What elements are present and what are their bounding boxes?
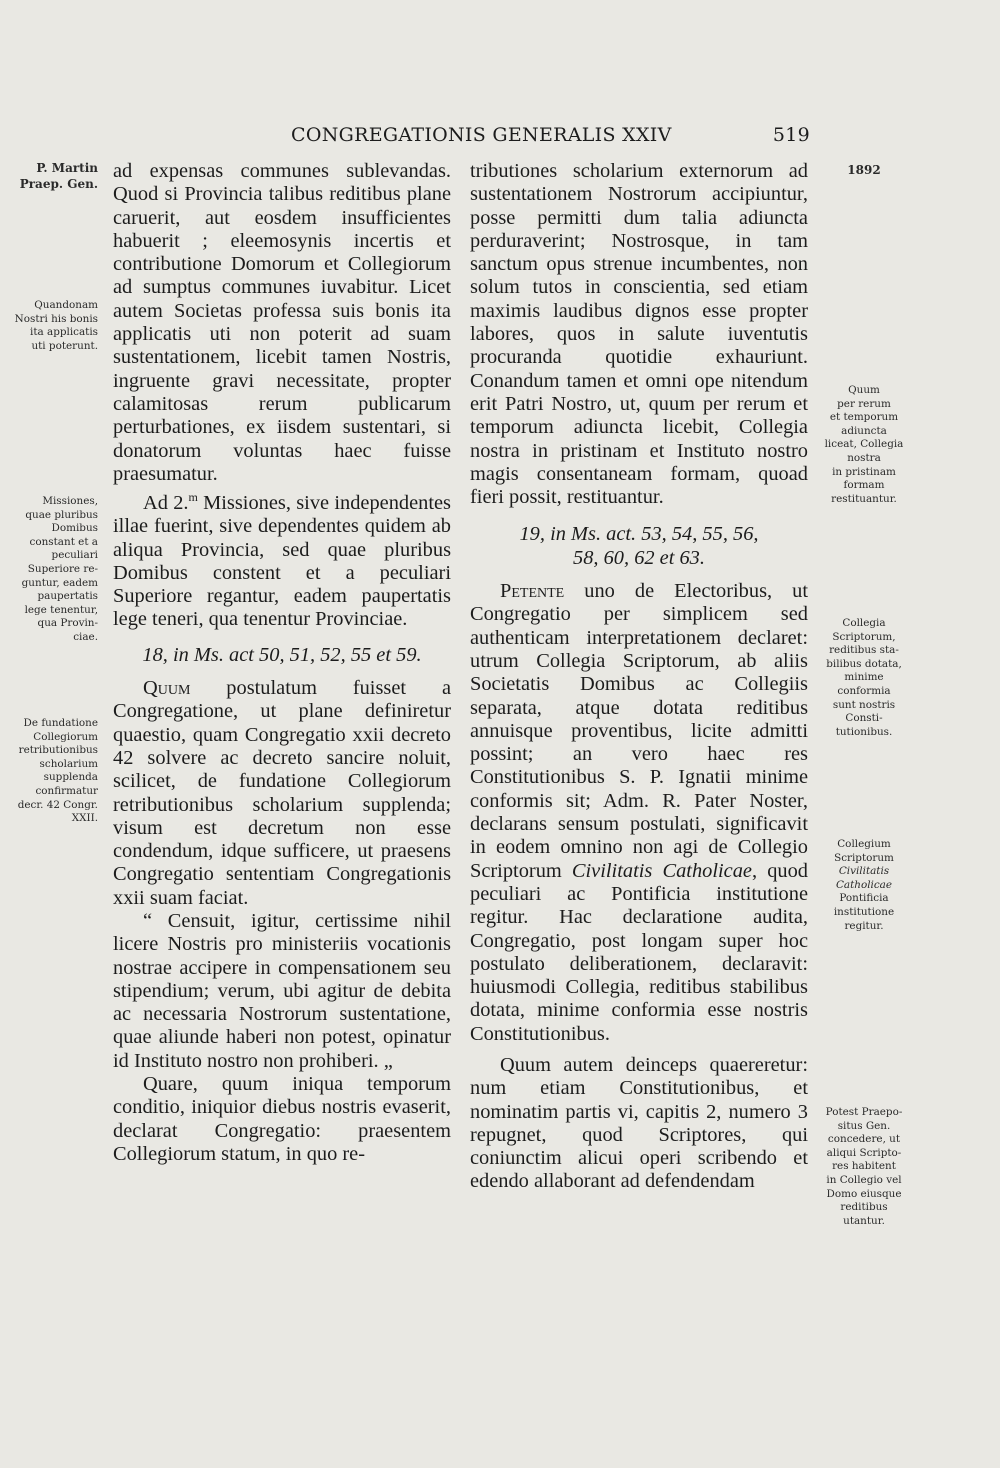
left-text-column [113, 160, 451, 1166]
section-heading-19: 19, in Ms. act. 53, 54, 55, 56, 58, 60, 62 et 63. [519, 523, 759, 569]
margin-author: P. Martin Praep. Gen. [19, 161, 98, 191]
margin-note-quum: Quum per rerum et temporum adiuncta liceat, Collegia nostra in pristinam formam restituantur. [824, 384, 904, 505]
paragraph: ad expensas communes sublevandas. Quod si Provincia talibus reditibus plane caruerit, aut eosdem insufficientes habuerit ; eleemosynis incertis et contributione Domorum et Collegiorum ad sumptus communes iuvabitur. Licet autem Societas professa suis bonis ita applicatis uti non poterit ad suam sustentationem, licebit tamen Nostris, ingruente gravi necessitate, propter calamitosas rerum publicarum perturbationes, ex iisdem sustentari, si donatorum voluntas haec fuisse praesumatur. [113, 160, 451, 485]
margin-note-collegium-civilitatis: Collegium Scriptorum Civilitatis Catholicae Pontificia institutione regitur. [833, 838, 895, 932]
margin-note-missiones: Missiones, quae pluribus Domibus constant et a peculiari Superiore re- guntur, eadem paupertatis lege tenentur, qua Provin- ciae. [21, 495, 98, 643]
paragraph: tributiones scholarium externorum ad sustentationem Nostrorum accipiuntur, posse permitti dum talia adiuncta perduraverint; Nostrosque, in tam sanctum opus strenue incumbentes, non solum tutos in conscientia, sed etiam maximis laudibus dignos esse propter labores, quos in salute iuventutis procuranda quotidie exhauriunt. Conandum tamen et omni ope nitendum erit Patri Nostro, ut, quum per rerum et temporum adiuncta licebit, Collegia nostra in pristinam et Instituto nostro magis consentaneam formam, quoad fieri possit, restituantur. [470, 160, 808, 509]
paragraph-quum: Quum postulatum fuisset a Congregatione, ut plane definiretur quaestio, quam Congregatio xxii decreto 42 solvere ac decreto sancire noluit, scilicet, de fundatione Collegiorum retributionibus scholarium supplenda; visum est decretum non esse condendum, idque sufficere, ut praesens Congregatio sententiam Congregationis xxii suam faciat. [113, 677, 451, 909]
paragraph-petente: Petente uno de Electoribus, ut Congregatio per simplicem sed authenticam interpretationem declaret: utrum Collegia Scriptorum, ab aliis Societatis Domibus ac Collegiis separata, atque dotata reditibus annuisque proventibus, licite admitti possint; an vero haec res Constitutionibus S. P. Ignatii minime conformis sit; Adm. R. Pater Noster, declarans sensum postulati, significavit in eodem omnino non agi de Collegio Scriptorum Civilitatis Catholicae, quod peculiari ac Pontificia institutione regitur. Hac declaratione audita, Congregatio, post longam super hoc postulato deliberationem, declaravit: huiusmodi Collegia, reditibus stabilibus dotata, minime conformia esse nostris Constitutionibus. [470, 580, 808, 1045]
paragraph-quum-autem: Quum autem deinceps quaereretur: num etiam Constitutionibus, et nominatim partis vi, capitis 2, numero 3 repugnet, quod Scriptores, qui coniunctim alicui operi scribendo et edendo allaborant ad defendendam [470, 1053, 808, 1193]
right-text-column [470, 160, 808, 1194]
header-title: CONGREGATIONIS GENERALIS XXIV [291, 124, 672, 146]
paragraph-censuit: “ Censuit, igitur, certissime nihil licere Nostris pro ministeriis vocationis nostrae accipere in compensationem seu stipendium; verum, ubi agitur de debita ac necessaria Nostrorum sustentatione, quae aliunde haberi non potest, opinatur id Instituto nostro non prohiberi. „ [113, 910, 451, 1072]
margin-note-quandonam: Quandonam Nostri his bonis ita applicatis uti poterunt. [14, 299, 98, 352]
section-heading-18: 18, in Ms. act 50, 51, 52, 55 et 59. [142, 643, 422, 666]
margin-note-fundatione: De fundatione Collegiorum retributionibus scholarium supplenda confirmatur decr. 42 Congr. XXII. [17, 717, 98, 825]
margin-note-potest-praepositus: Potest Praepo- situs Gen. concedere, ut aliqui Scripto- res habitent in Collegio vel Domo eiusque reditibus utantur. [825, 1106, 903, 1227]
page-number: 519 [772, 124, 810, 146]
margin-year: 1892 [847, 163, 881, 177]
margin-note-collegia-scriptorum: Collegia Scriptorum, reditibus sta- bilibus dotata, minime conformia sunt nostris Consti- tutionibus. [826, 617, 902, 738]
paragraph-quare: Quare, quum iniqua temporum conditio, iniquior diebus nostris evaserit, declarat Congregatio: praesentem Collegiorum statum, in quo re- [113, 1073, 451, 1165]
paragraph-ad-2: Ad 2.$^m$ Missiones, sive independentes illae fuerint, sive dependentes quidem ab aliqua Provincia, sed quae pluribus Domibus constent et a peculiari Superiore regantur, eadem paupertatis lege teneri, qua tenentur Provinciae. [113, 490, 451, 631]
